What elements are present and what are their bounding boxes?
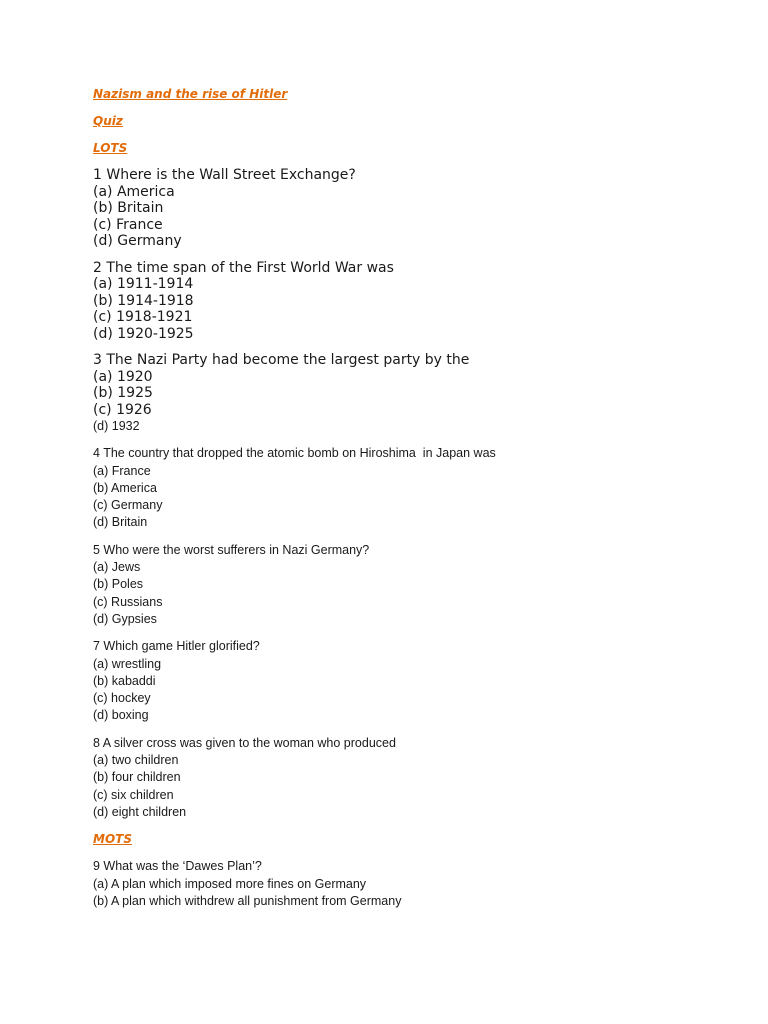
question-5	[93, 542, 713, 628]
question-2	[93, 260, 713, 343]
option: (a) 1911-1914	[93, 276, 194, 292]
option: (d) Gypsies	[93, 611, 157, 626]
option: (b) 1925	[93, 385, 153, 401]
option: (b) A plan which withdrew all punishment from Germany	[93, 893, 402, 908]
option: (c) Russians	[93, 594, 163, 609]
option: (b) Britain	[93, 200, 164, 216]
question-1	[93, 167, 713, 250]
option: (d) 1920-1925	[93, 325, 194, 342]
document-page	[93, 86, 713, 920]
option: (d) boxing	[93, 708, 149, 723]
option: (a) Jews	[93, 560, 141, 575]
question-text: 5 Who were the worst sufferers in Nazi Germany?	[93, 542, 370, 557]
mots-heading: MOTS	[93, 832, 132, 847]
option: (b) four children	[93, 770, 181, 785]
option: (c) six children	[93, 787, 174, 802]
document-title: Nazism and the rise of Hitler	[93, 87, 288, 101]
question-text: 8 A silver cross was given to the woman who produced	[93, 735, 396, 750]
option: (a) two children	[93, 753, 179, 768]
option: (d) 1932	[93, 419, 140, 433]
question-9	[93, 858, 713, 910]
question-3	[93, 352, 713, 435]
option: (d) eight children	[93, 804, 187, 819]
question-8	[93, 735, 713, 821]
option: (a) France	[93, 463, 151, 478]
question-text: 3 The Nazi Party had become the largest party by the	[93, 352, 470, 368]
option: (b) Poles	[93, 577, 144, 592]
question-text: 9 What was the ‘Dawes Plan’?	[93, 859, 262, 874]
quiz-heading: Quiz	[93, 114, 123, 128]
option: (a) America	[93, 183, 175, 200]
option: (b) kabaddi	[93, 673, 156, 688]
option: (a) 1920	[93, 368, 153, 385]
option: (d) Britain	[93, 515, 148, 530]
option: (d) Germany	[93, 233, 182, 249]
option: (c) hockey	[93, 691, 151, 706]
question-text: 1 Where is the Wall Street Exchange?	[93, 167, 356, 183]
option: (c) 1918-1921	[93, 309, 193, 325]
question-text: 2 The time span of the First World War was	[93, 259, 394, 276]
lots-heading: LOTS	[93, 141, 128, 155]
option: (a) wrestling	[93, 656, 162, 671]
option: (b) 1914-1918	[93, 292, 194, 309]
question-text: 7 Which game Hitler glorified?	[93, 639, 260, 654]
question-7	[93, 638, 713, 724]
question-text: 4 The country that dropped the atomic bomb on Hiroshima in Japan was	[93, 446, 496, 461]
question-4	[93, 445, 713, 531]
option: (b) America	[93, 480, 157, 495]
option: (c) 1926	[93, 401, 152, 418]
option: (a) A plan which imposed more fines on Germany	[93, 876, 367, 891]
option: (c) Germany	[93, 498, 163, 513]
option: (c) France	[93, 216, 163, 233]
